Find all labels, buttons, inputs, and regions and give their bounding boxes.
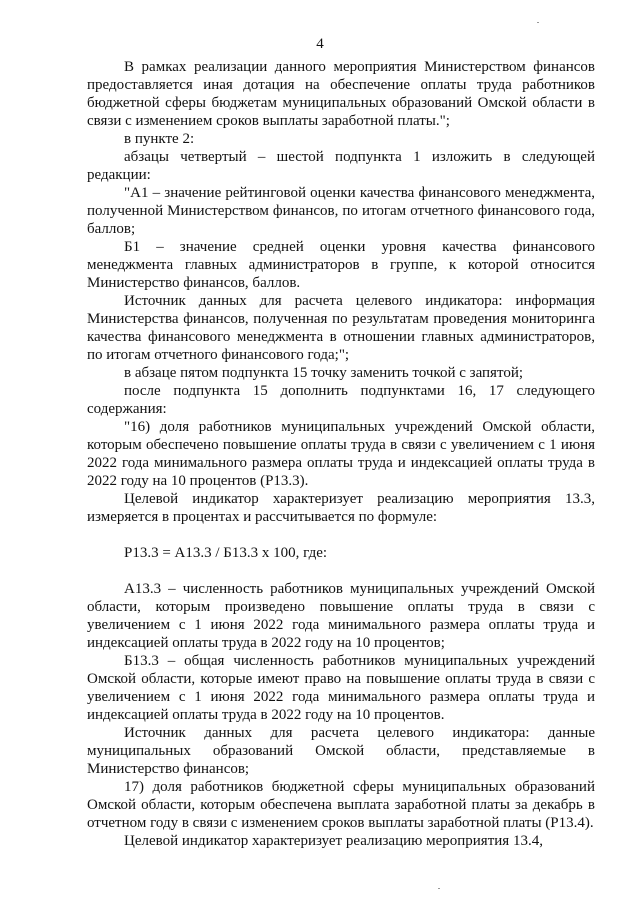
paragraph: Целевой индикатор характеризует реализацию мероприятия 13.3, измеряется в процентах и рассчитывается по формуле: [87,491,595,525]
document-body [87,58,595,850]
paragraph: Источник данных для расчета целевого индикатора: информация Министерства финансов, полученная по результатам проведения мониторинга качества финансового менеджмента в отношении главных администраторов, по итогам отчетного финансового года;"; [87,293,595,363]
paragraph: Б1 – значение средней оценки уровня качества финансового менеджмента главных администраторов в группе, к которой относится Министерство финансов, баллов. [87,239,595,291]
paragraph: в пункте 2: [124,131,195,147]
paragraph: "16) доля работников муниципальных учреждений Омской области, которым обеспечено повышение оплаты труда в связи с увеличением с 1 июня 2022 года минимального размера оплаты труда и индексацией оплаты труда в 2022 году на 10 процентов (Р13.3). [87,419,595,489]
scan-speck [537,22,539,23]
paragraph: Источник данных для расчета целевого индикатора: данные муниципальных образований Омской области, представляемые в Министерство финансов; [87,725,595,777]
paragraph: Б13.3 – общая численность работников муниципальных учреждений Омской области, которые имеют право на повышение оплаты труда в связи с увеличением с 1 июня 2022 года минимального размера оплаты труда и индексацией оплаты труда в 2022 году на 10 процентов. [87,653,595,723]
scan-speck [438,888,440,889]
paragraph: абзацы четвертый – шестой подпункта 1 изложить в следующей редакции: [87,149,595,183]
paragraph: "А1 – значение рейтинговой оценки качества финансового менеджмента, полученной Министерством финансов, по итогам отчетного финансового года, баллов; [87,185,595,237]
paragraph: А13.3 – численность работников муниципальных учреждений Омской области, которым произведено повышение оплаты труда в связи с увеличением с 1 июня 2022 года минимального размера оплаты труда и индексацией оплаты труда в 2022 году на 10 процентов; [87,581,595,651]
paragraph: 17) доля работников бюджетной сферы муниципальных образований Омской области, которым обеспечена выплата заработной платы за декабрь в отчетном году в связи с изменением сроков выплаты заработной платы (Р13.4). [87,779,595,831]
paragraph: В рамках реализации данного мероприятия Министерством финансов предоставляется иная дотация на обеспечение оплаты труда работников бюджетной сферы бюджетам муниципальных образований Омской области в связи с изменением сроков выплаты заработной платы."; [87,59,595,129]
page-number: 4 [316,36,324,52]
paragraph: после подпункта 15 дополнить подпунктами 16, 17 следующего содержания: [87,383,595,417]
formula: Р13.3 = А13.3 / Б13.3 х 100, где: [124,545,328,561]
paragraph: Целевой индикатор характеризует реализацию мероприятия 13.4, [124,833,543,849]
paragraph: в абзаце пятом подпункта 15 точку заменить точкой с запятой; [124,365,524,381]
